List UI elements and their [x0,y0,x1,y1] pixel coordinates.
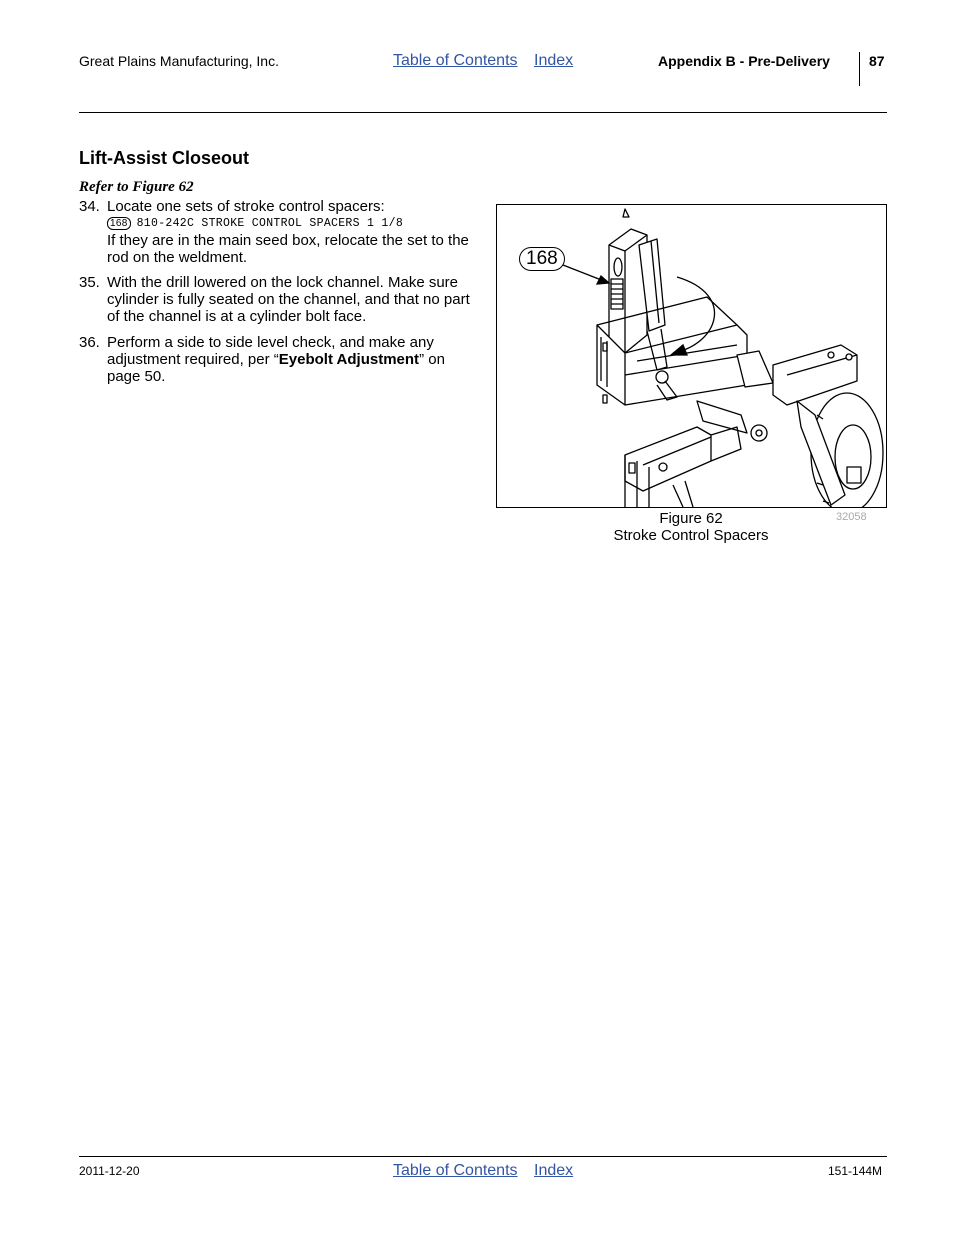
figure-caption [496,510,886,544]
step-36 [79,334,479,385]
eyebolt-adjustment-ref: Eyebolt Adjustment [278,351,420,368]
step-text [107,334,479,385]
figure-title: Stroke Control Spacers [613,527,769,544]
step-number: 36. [79,334,100,351]
footer-rule [79,1156,887,1157]
header-toc-link[interactable]: Table of Contents [393,52,518,69]
step-number: 34. [79,198,100,215]
header-rule [79,112,887,113]
part-callout: 168 [107,217,131,230]
figure-image-id: 32058 [836,511,867,523]
step-text: Locate one sets of stroke control spacers: [107,198,385,215]
step-35 [79,274,479,325]
part-text: 810-242C STROKE CONTROL SPACERS 1 1/8 [136,217,404,230]
footer-index-link[interactable]: Index [534,1162,574,1179]
figure-number: Figure 62 [659,510,723,527]
figure-callout-168: 168 [519,247,565,271]
footer-toc-link[interactable]: Table of Contents [393,1162,518,1179]
step-34 [79,198,479,266]
step-number: 35. [79,274,100,291]
figure-62-illustration [496,204,887,508]
part-line [107,215,479,232]
footer-date: 2011-12-20 [79,1164,140,1178]
section-heading: Lift-Assist Closeout [79,148,250,168]
step-note: If they are in the main seed box, relocate the set to the rod on the weldment. [107,232,469,266]
footer-doc-number: 151-144M [828,1164,883,1178]
header-index-link[interactable]: Index [534,52,574,69]
page-number: 87 [869,53,885,69]
figure-reference: Refer to Figure 62 [79,179,194,195]
section-title: Appendix B - Pre-Delivery [658,53,830,69]
step-text: With the drill lowered on the lock channel. Make sure cylinder is fully seated on the channel, and that no part of the channel is at a cylinder bolt face. [107,274,470,325]
company-name: Great Plains Manufacturing, Inc. [79,53,279,69]
step-text-after: ” on page 50. [107,351,445,385]
step-text-before: Perform a side to side level check, and make any adjustment required, per “ [107,334,434,368]
header-divider [859,52,860,86]
